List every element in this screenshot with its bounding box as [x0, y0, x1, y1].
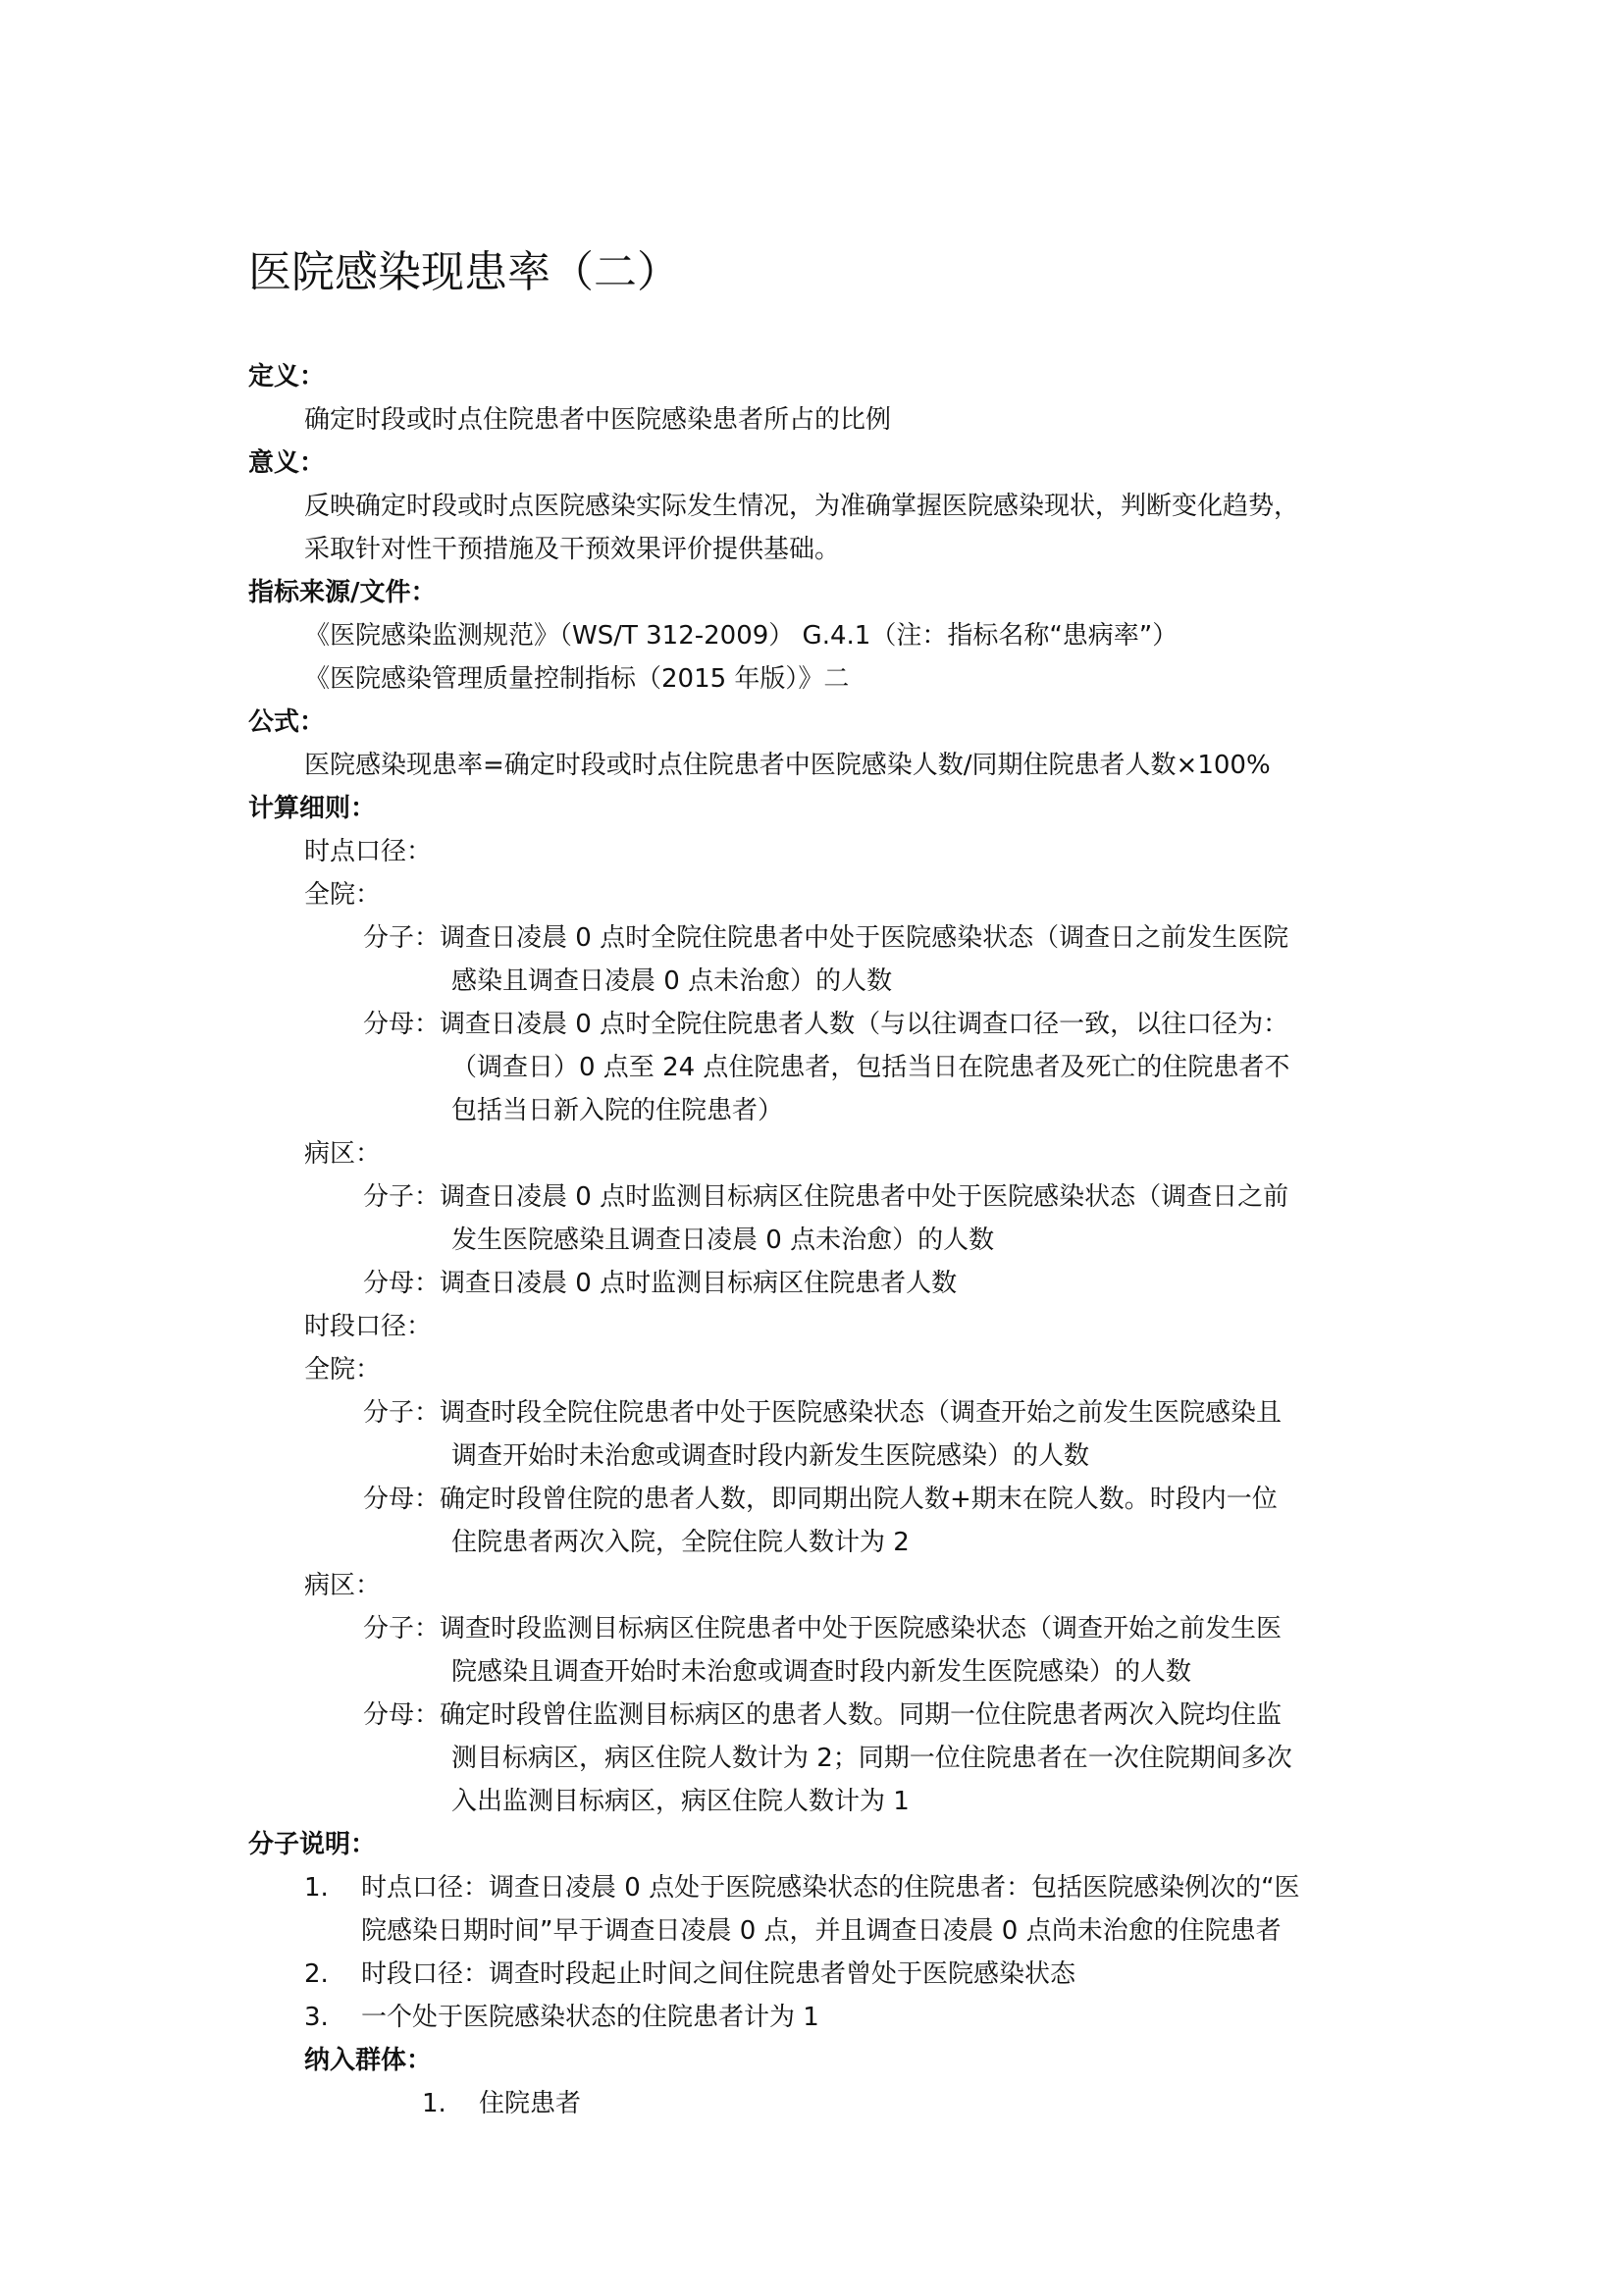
text-line: 分子：调查时段全院住院患者中处于医院感染状态（调查开始之前发生医院感染且: [363, 1398, 1283, 1428]
source-heading: 指标来源/文件：: [248, 578, 437, 607]
definition-heading: 定义：: [248, 362, 326, 391]
text-line: 分母：调查日凌晨 0 点时全院住院患者人数（与以往调查口径一致，以往口径为：: [363, 1010, 1289, 1039]
period-whole-numerator: [363, 1391, 1403, 1478]
numerator-note-item: [304, 1866, 1393, 1953]
list-number: 1.: [304, 1873, 329, 1903]
formula-text: 医院感染现患率=确定时段或时点住院患者中医院感染人数/同期住院患者人数×100%: [304, 751, 1271, 780]
period-ward-denominator: [363, 1694, 1403, 1823]
text-line: （调查日）0 点至 24 点住院患者，包括当日在院患者及死亡的住院患者不: [451, 1053, 1290, 1082]
text-line: 感染且调查日凌晨 0 点未治愈）的人数: [451, 966, 893, 996]
inclusion-heading: 纳入群体：: [304, 2046, 433, 2075]
period-whole-denominator: [363, 1478, 1403, 1564]
text-line: 调查开始时未治愈或调查时段内新发生医院感染）的人数: [451, 1441, 1090, 1471]
significance-text: [304, 485, 1393, 571]
point-whole-denominator: [363, 1003, 1403, 1132]
period-caliber-label: 时段口径：: [304, 1312, 433, 1341]
definition-text: 确定时段或时点住院患者中医院感染患者所占的比例: [304, 405, 892, 435]
list-text: 时段口径：调查时段起止时间之间住院患者曾处于医院感染状态: [361, 1959, 1076, 1989]
list-number: 3.: [304, 2003, 329, 2032]
numerator-notes-heading: 分子说明：: [248, 1830, 377, 1859]
text-line: 包括当日新入院的住院患者）: [451, 1096, 784, 1125]
list-number: 1.: [422, 2089, 446, 2118]
list-text: 时点口径：调查日凌晨 0 点处于医院感染状态的住院患者：包括医院感染例次的“医: [361, 1873, 1300, 1903]
text-line: 分母：确定时段曾住监测目标病区的患者人数。同期一位住院患者两次入院均住监: [363, 1700, 1283, 1730]
formula-heading: 公式：: [248, 707, 326, 737]
point-ward-label: 病区：: [304, 1139, 382, 1169]
period-whole-label: 全院：: [304, 1355, 382, 1384]
text-line: 分子：调查时段监测目标病区住院患者中处于医院感染状态（调查开始之前发生医: [363, 1614, 1283, 1644]
text-line: 发生医院感染且调查日凌晨 0 点未治愈）的人数: [451, 1226, 995, 1255]
numerator-note-item: [304, 1953, 1393, 1996]
text-line: 院感染且调查开始时未治愈或调查时段内新发生医院感染）的人数: [451, 1657, 1192, 1687]
numerator-note-item: [304, 1996, 1393, 2039]
text-line: 入出监测目标病区，病区住院人数计为 1: [451, 1787, 910, 1816]
list-text: 一个处于医院感染状态的住院患者计为 1: [361, 2003, 819, 2032]
point-whole-label: 全院：: [304, 880, 382, 910]
text-line: 住院患者两次入院，全院住院人数计为 2: [451, 1528, 910, 1557]
list-text: 院感染日期时间”早于调查日凌晨 0 点，并且调查日凌晨 0 点尚未治愈的住院患者: [361, 1916, 1282, 1946]
significance-line: 反映确定时段或时点医院感染实际发生情况，为准确掌握医院感染现状，判断变化趋势，: [304, 492, 1300, 521]
period-ward-numerator: [363, 1607, 1403, 1694]
point-ward-numerator: [363, 1175, 1403, 1262]
significance-heading: 意义：: [248, 448, 326, 478]
source-line: 《医院感染监测规范》（WS/T 312-2009） G.4.1（注：指标名称“患病率”）: [304, 621, 1179, 651]
source-text: [304, 614, 1393, 701]
list-text: 住院患者: [479, 2089, 582, 2118]
text-line: 分子：调查日凌晨 0 点时监测目标病区住院患者中处于医院感染状态（调查日之前: [363, 1182, 1289, 1212]
period-ward-label: 病区：: [304, 1571, 382, 1600]
calc-heading: 计算细则：: [248, 794, 377, 823]
point-caliber-label: 时点口径：: [304, 837, 433, 866]
text-line: 分母：确定时段曾住院的患者人数，即同期出院人数+期末在院人数。时段内一位: [363, 1485, 1278, 1514]
text-line: 分子：调查日凌晨 0 点时全院住院患者中处于医院感染状态（调查日之前发生医院: [363, 923, 1289, 953]
text-line: 分母：调查日凌晨 0 点时监测目标病区住院患者人数: [363, 1269, 958, 1298]
inclusion-item: [422, 2082, 581, 2125]
text-line: 测目标病区，病区住院人数计为 2；同期一位住院患者在一次住院期间多次: [451, 1744, 1292, 1773]
point-ward-denominator: [363, 1262, 1403, 1305]
significance-line: 采取针对性干预措施及干预效果评价提供基础。: [304, 535, 841, 564]
list-number: 2.: [304, 1959, 329, 1989]
page-title: 医院感染现患率（二）: [248, 247, 680, 297]
source-line: 《医院感染管理质量控制指标（2015 年版）》二: [304, 664, 850, 694]
point-whole-numerator: [363, 916, 1403, 1003]
